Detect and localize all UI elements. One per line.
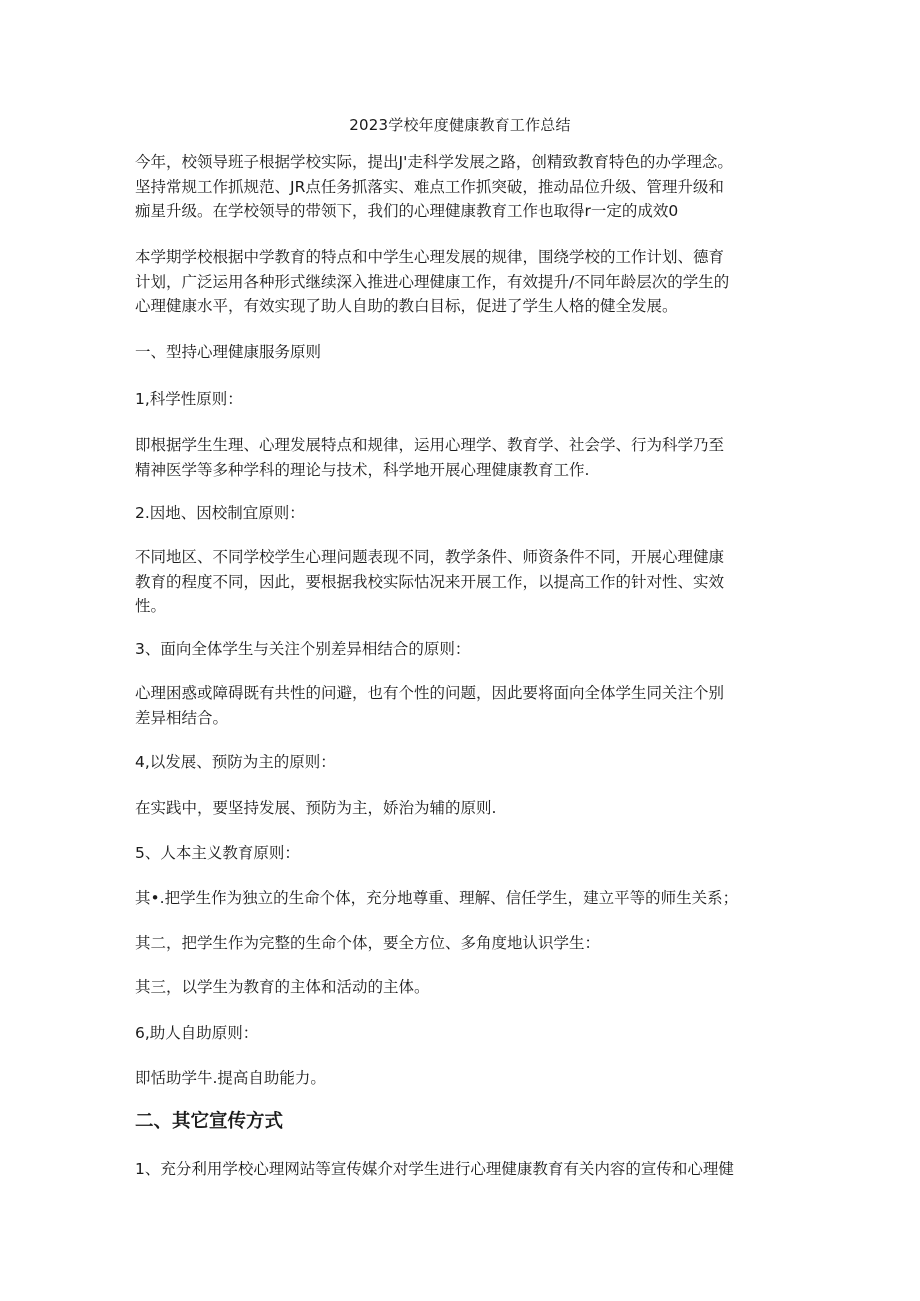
intro-line: 坚持常规工作抓规范、JR点任务抓落实、难点工作抓突破，推动品位升级、管理升级和 xyxy=(135,177,724,196)
section1-heading: 一、型持心理健康服务原则 xyxy=(135,343,322,361)
principle1-line: 即根据学生生理、心理发展特点和规律，运用心理学、教育学、社会学、行为科学乃至 xyxy=(135,436,725,454)
overview-line: 本学期学校根据中学教育的特点和中学生心理发展的规律，围绕学校的工作计划、德育 xyxy=(135,248,725,266)
principle6-body: 即恬助学牛.提高自助能力。 xyxy=(135,1069,326,1087)
principle4-heading: 4,以发展、预防为主的原则： xyxy=(135,753,336,771)
principle4-body: 在实践中，要坚持发展、预防为主，娇治为辅的原则. xyxy=(135,799,497,817)
principle5-item: 其二，把学生作为完整的生命个体，要全方位、多角度地认识学生： xyxy=(135,934,601,952)
principle5-item: 其•.把学生作为独立的生命个体，充分地尊重、理解、信任学生，建立平等的师生关系； xyxy=(135,889,739,907)
principle2-line: 性。 xyxy=(135,597,167,615)
intro-paragraph xyxy=(135,150,795,224)
overview-paragraph xyxy=(135,245,795,319)
principle3-body xyxy=(135,681,795,730)
document-title: 2023学校年度健康教育工作总结 xyxy=(349,116,571,134)
principle6-heading: 6,助人自助原则： xyxy=(135,1024,259,1042)
principle1-heading: 1,科学性原则： xyxy=(135,390,243,408)
principle3-line: 差异相结合。 xyxy=(135,708,229,727)
principle2-line: 不同地区、不同学校学生心理问题表现不同，教学条件、师资条件不同，开展心理健康 xyxy=(135,548,725,566)
overview-line: 计划，广泛运用各种形式继续深入推进心理健康工作，有效提升/不同年龄层次的学生的 xyxy=(135,272,730,291)
principle3-heading: 3、面向全体学生与关注个别差异相结合的原则： xyxy=(135,640,471,658)
principle5-heading: 5、人本主义教育原则： xyxy=(135,844,300,862)
intro-line: 痂星升级。在学校领导的带领下，我们的心理健康教育工作也取得r一定的成效0 xyxy=(135,202,679,220)
principle5-item: 其三，以学生为教育的主体和活动的主体。 xyxy=(135,978,430,996)
section2-heading: 二、其它宣传方式 xyxy=(135,1111,284,1132)
section2-item: 1、充分利用学校心理网站等宣传媒介对学生进行心理健康教育有关内容的宣传和心理健 xyxy=(135,1160,734,1178)
intro-line: 今年，校领导班子根据学校实际，提出J'走科学发展之路，创精致教育特色的办学理念。 xyxy=(135,153,733,171)
principle2-line: 教育的程度不同，因此，要根据我校实际怙况来开展工作，以提高工作的针对性、实效 xyxy=(135,572,725,591)
principle2-heading: 2.因地、因校制宜原则： xyxy=(135,504,305,522)
principle1-line: 精神医学等多种学科的理论与技术，科学地开展心理健康教育工作. xyxy=(135,460,590,479)
principle1-body xyxy=(135,433,795,482)
principle2-body xyxy=(135,545,795,619)
principle3-line: 心理困惑或障碍既有共性的问避，也有个性的问题，因此要将面向全体学生同关注个别 xyxy=(135,684,725,702)
overview-line: 心理健康水平，有效实现了助人自助的教白目标，促进了学生人格的健全发展。 xyxy=(135,297,678,315)
